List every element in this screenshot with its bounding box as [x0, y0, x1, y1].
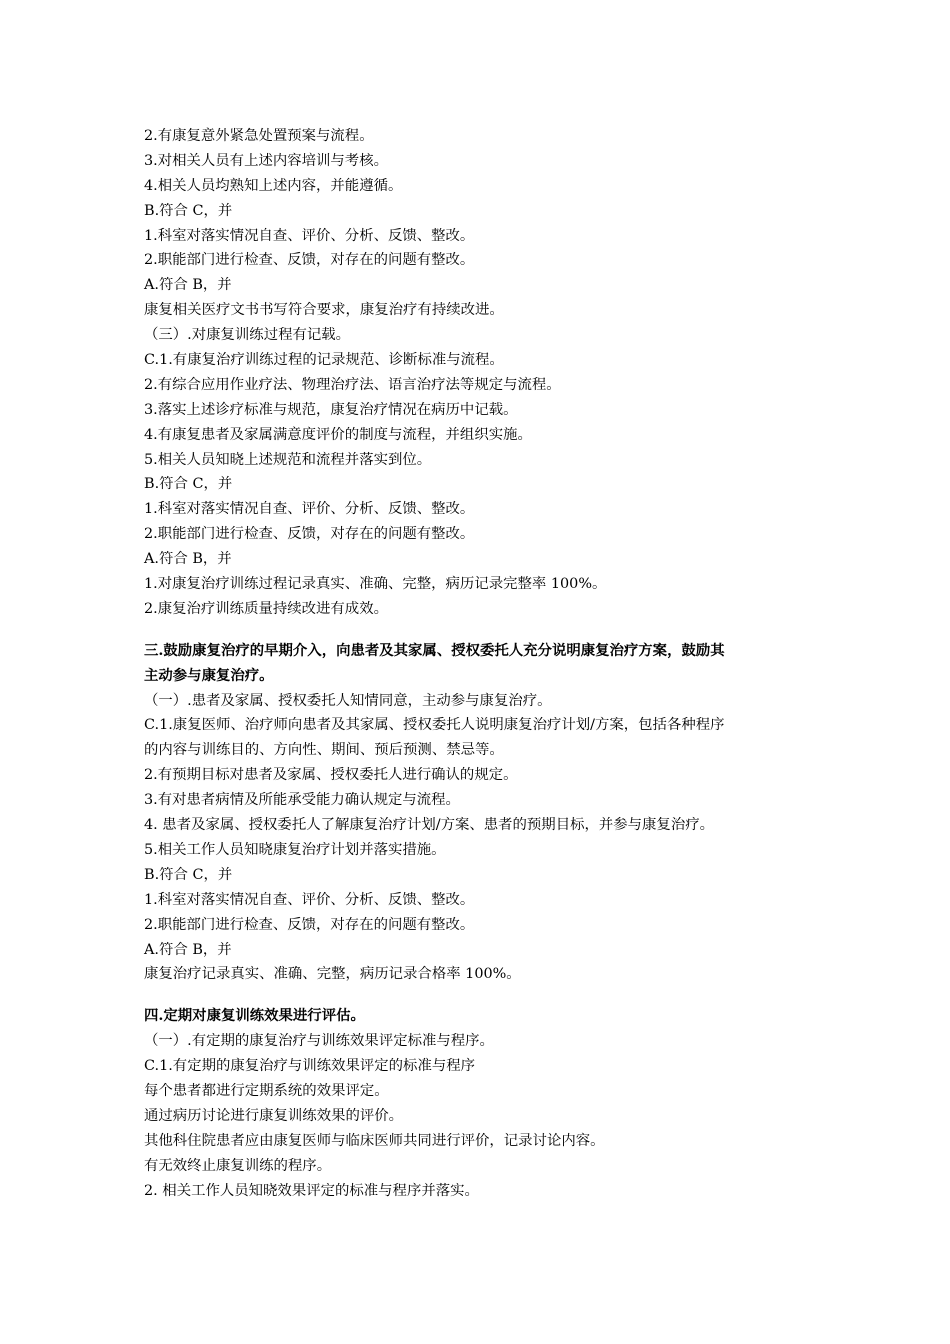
section-4: [144, 1004, 814, 1203]
text-line: B.符合 C，并: [144, 866, 233, 883]
text-line: 1.科室对落实情况自查、评价、分析、反馈、整改。: [144, 227, 475, 244]
section-heading: 三.鼓励康复治疗的早期介入，向患者及其家属、授权委托人充分说明康复治疗方案，鼓励其: [144, 641, 725, 659]
text-line: C.1.康复医师、治疗师向患者及其家属、授权委托人说明康复治疗计划/方案，包括各种程序: [144, 717, 725, 734]
text-line: 2.有预期目标对患者及家属、授权委托人进行确认的规定。: [144, 767, 518, 784]
section-heading: 四.定期对康复训练效果进行评估。: [144, 1007, 365, 1025]
text-line: B.符合 C，并: [144, 476, 233, 493]
text-line: 4.有康复患者及家属满意度评价的制度与流程，并组织实施。: [144, 426, 532, 443]
paragraph-spacer: [144, 622, 814, 639]
text-line: 康复治疗记录真实、准确、完整，病历记录合格率 100%。: [144, 966, 521, 983]
text-line: 的内容与训练目的、方向性、期间、预后预测、禁忌等。: [144, 742, 504, 759]
text-line: A.符合 B，并: [144, 941, 232, 958]
text-line: 2.康复治疗训练质量持续改进有成效。: [144, 600, 388, 617]
text-line: 其他科住院患者应由康复医师与临床医师共同进行评价，记录讨论内容。: [144, 1132, 605, 1149]
text-line: （一）.患者及家属、授权委托人知情同意，主动参与康复治疗。: [144, 692, 552, 709]
text-line: 4.相关人员均熟知上述内容，并能遵循。: [144, 177, 403, 194]
text-line: 3.有对患者病情及所能承受能力确认规定与流程。: [144, 792, 460, 809]
text-line: C.1.有康复治疗训练过程的记录规范、诊断标准与流程。: [144, 352, 504, 369]
text-line: 5.相关人员知晓上述规范和流程并落实到位。: [144, 451, 432, 468]
text-line: B.符合 C，并: [144, 202, 233, 219]
text-line: A.符合 B，并: [144, 551, 232, 568]
text-line: 2.职能部门进行检查、反馈，对存在的问题有整改。: [144, 916, 475, 933]
text-line: 2.职能部门进行检查、反馈，对存在的问题有整改。: [144, 252, 475, 269]
text-line: 4. 患者及家属、授权委托人了解康复治疗计划/方案、患者的预期目标，并参与康复治疗。: [144, 817, 714, 834]
text-line: 5.相关工作人员知晓康复治疗计划并落实措施。: [144, 841, 446, 858]
text-line: 1.科室对落实情况自查、评价、分析、反馈、整改。: [144, 501, 475, 518]
text-line: 2.有康复意外紧急处置预案与流程。: [144, 128, 374, 144]
text-line: 3.落实上述诊疗标准与规范，康复治疗情况在病历中记载。: [144, 401, 518, 418]
section-3: [144, 639, 814, 987]
paragraph-spacer: [144, 987, 814, 1004]
text-line: A.符合 B，并: [144, 277, 232, 294]
text-line: （三）.对康复训练过程有记载。: [144, 327, 351, 344]
text-line: 2. 相关工作人员知晓效果评定的标准与程序并落实。: [144, 1182, 479, 1199]
text-line: 2.职能部门进行检查、反馈，对存在的问题有整改。: [144, 526, 475, 543]
text-line: 康复相关医疗文书书写符合要求，康复治疗有持续改进。: [144, 302, 504, 319]
text-line: 1.对康复治疗训练过程记录真实、准确、完整，病历记录完整率 100%。: [144, 576, 607, 593]
text-line: 3.对相关人员有上述内容培训与考核。: [144, 152, 388, 169]
text-line: 通过病历讨论进行康复训练效果的评价。: [144, 1107, 404, 1124]
text-line: 每个患者都进行定期系统的效果评定。: [144, 1082, 389, 1099]
text-line: C.1.有定期的康复治疗与训练效果评定的标准与程序: [144, 1058, 476, 1075]
text-line: 1.科室对落实情况自查、评价、分析、反馈、整改。: [144, 891, 475, 908]
document-body: [144, 124, 814, 1203]
text-line: 2.有综合应用作业疗法、物理治疗法、语言治疗法等规定与流程。: [144, 376, 561, 393]
text-line: （一）.有定期的康复治疗与训练效果评定标准与程序。: [144, 1033, 494, 1050]
text-line: 有无效终止康复训练的程序。: [144, 1157, 332, 1174]
section-heading-continued: 主动参与康复治疗。: [144, 666, 274, 684]
